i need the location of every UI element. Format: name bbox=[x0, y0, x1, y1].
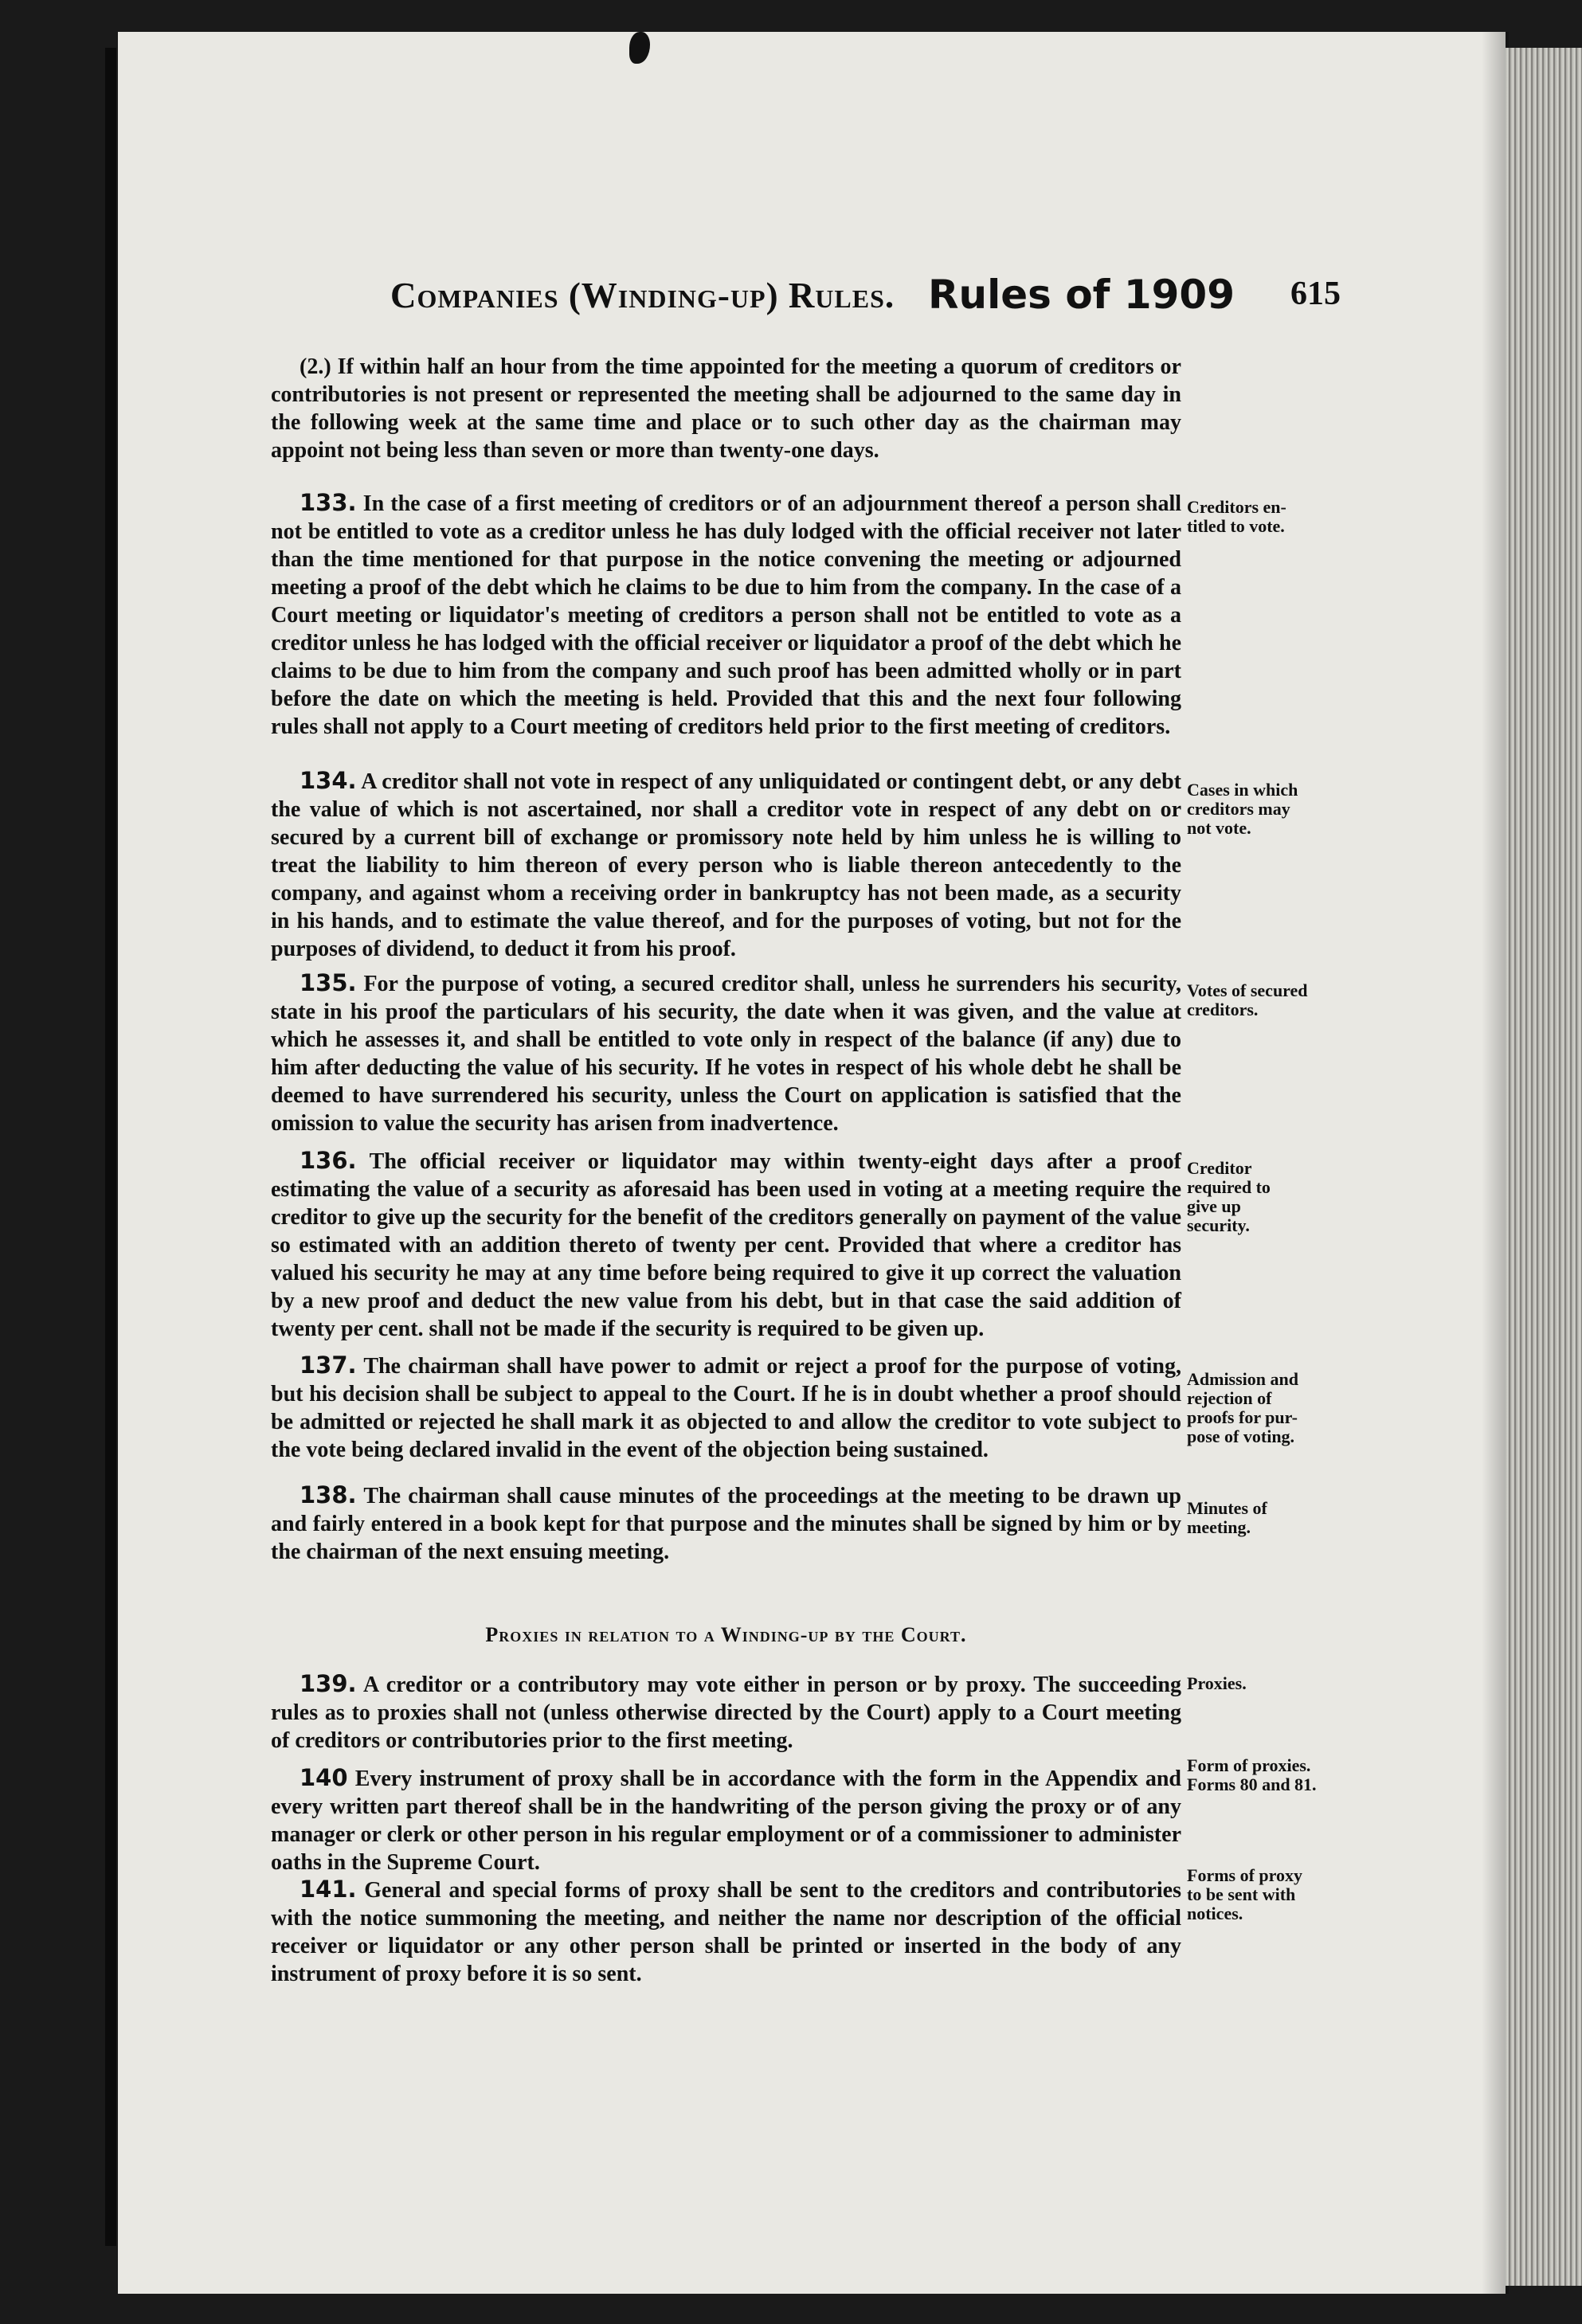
paragraph-140: 140 Every instrument of proxy shall be in accordance with the form in the Appendix and every written part thereof shall be in the handwriting of the person giving the proxy or of any manager or clerk or other person in his regular employment or of a commissioner to administer oaths in the Supreme Court. bbox=[271, 1764, 1182, 1875]
paragraph-141: 141. General and special forms of proxy shall be sent to the creditors and contributories with the notice summoning the meeting, and neither the name nor description of the official receiver or liquidator or any other person shall be printed or inserted in the body of any instrument of proxy before it is so sent. bbox=[271, 1876, 1181, 1986]
marginal-note-form-of-proxies: Form of proxies. Forms 80 and 81. bbox=[1187, 1755, 1317, 1794]
paragraph-136: 136. The official receiver or liquidator may within twenty-eight days after a proof estimating the value of a security as aforesaid has been used in voting at a meeting require the creditor to give up the security for the benefit of the creditors generally on payment of the value so estimated with an addition thereto of twenty per cent. Provided that where a creditor has valued his security he may at any time before being required to give it up correct the valuation by a new proof and deduct the new value from his debt, but in that case the said addition of twenty per cent. shall not be made if the security is required to be given up. bbox=[271, 1147, 1181, 1341]
header-rules-label: Rules of 1909 bbox=[928, 272, 1235, 318]
paragraph-133: 133. In the case of a first meeting of creditors or of an adjournment thereof a person shall not be entitled to vote as a creditor unless he has duly lodged with the official receiver not later than the time mentioned for that purpose in the notice convening the meeting or adjourned meeting a proof of the debt which he claims to be due to him from the company. In the case of a Court meeting or liquidator's meeting of creditors a person shall not be entitled to vote as a creditor unless he has lodged with the official receiver or liquidator a proof of the debt which he claims to be due to him from the company and such proof has been admitted wholly or in part before the date on which the meeting is held. Provided that this and the next four following rules shall not apply to a Court meeting of creditors held prior to the first meeting of creditors. bbox=[271, 489, 1182, 739]
marginal-note-give-up-security: Creditor required to give up security. bbox=[1187, 1158, 1271, 1235]
header-title: Companies (Winding-up) Rules. bbox=[390, 276, 895, 315]
marginal-note-cases-not-vote: Cases in which creditors may not vote. bbox=[1187, 780, 1298, 838]
marginal-note-admission-rejection: Admission and rejection of proofs for pur- pose of voting. bbox=[1187, 1369, 1299, 1446]
paragraph-135: 135. For the purpose of voting, a secured creditor shall, unless he surrenders his security, state in his proof the particulars of his security, the date when it was given, and the value at which he assesses it, and shall be entitled to vote only in respect of the balance (if any) due to him after deducting the value of his security. If he votes in respect of his whole debt he shall be deemed to have surrendered his security, unless the Court on application is satisfied that the omission to value the security has arisen from inadvertence. bbox=[271, 969, 1182, 1136]
marginal-note-proxies: Proxies. bbox=[1187, 1673, 1247, 1693]
page-edges bbox=[1506, 48, 1582, 2286]
marginal-note-forms-sent: Forms of proxy to be sent with notices. bbox=[1187, 1865, 1303, 1923]
section-heading: Proxies in relation to a Winding-up by the Court. bbox=[485, 1623, 967, 1646]
marginal-note-creditors-entitled: Creditors en- titled to vote. bbox=[1187, 497, 1286, 536]
paragraph-132-2: (2.) If within half an hour from the time appointed for the meeting a quorum of creditors or contributories is not present or represented the meeting shall be adjourned to the same day in the following week at the same time and place or to such other day as the chairman may appoint not being less than seven or more than twenty-one days. bbox=[271, 354, 1181, 463]
paragraph-137: 137. The chairman shall have power to admit or reject a proof for the purpose of voting, but his decision shall be subject to appeal to the Court. If he is in doubt whether a proof should be admitted or rejected he shall mark it as objected to and allow the creditor to vote subject to the vote being declared invalid in the event of the objection being sustained. bbox=[271, 1352, 1181, 1462]
marginal-note-secured-creditors: Votes of secured creditors. bbox=[1187, 980, 1308, 1019]
paragraph-134: 134. A creditor shall not vote in respect of any unliquidated or contingent debt, or any debt the value of which is not ascertained, nor shall a creditor vote in respect of any debt on or secured by a current bill of exchange or promissory note held by him unless he is willing to treat the liability to him thereon of every person who is liable thereon antecedently to the company, and against whom a receiving order in bankruptcy has not been made, as a security in his hands, and to estimate the value thereof, and for the purposes of voting, but not for the purposes of dividend, to deduct it from his proof. bbox=[271, 767, 1181, 961]
running-header bbox=[390, 272, 1362, 331]
paragraph-139: 139. A creditor or a contributory may vote either in person or by proxy. The succeeding rules as to proxies shall not (unless otherwise directed by the Court) apply to a Court meeting of creditors or contributories prior to the first meeting. bbox=[271, 1670, 1181, 1753]
page-number: 615 bbox=[1290, 276, 1341, 312]
marginal-note-minutes: Minutes of meeting. bbox=[1187, 1498, 1267, 1537]
paragraph-138: 138. The chairman shall cause minutes of the proceedings at the meeting to be drawn up and fairly entered in a book kept for that purpose and the minutes shall be signed by him or by the chairman of the next ensuing meeting. bbox=[271, 1481, 1181, 1564]
book-binding-shadow bbox=[105, 48, 116, 2246]
page-gutter-shadow bbox=[1482, 32, 1509, 2294]
